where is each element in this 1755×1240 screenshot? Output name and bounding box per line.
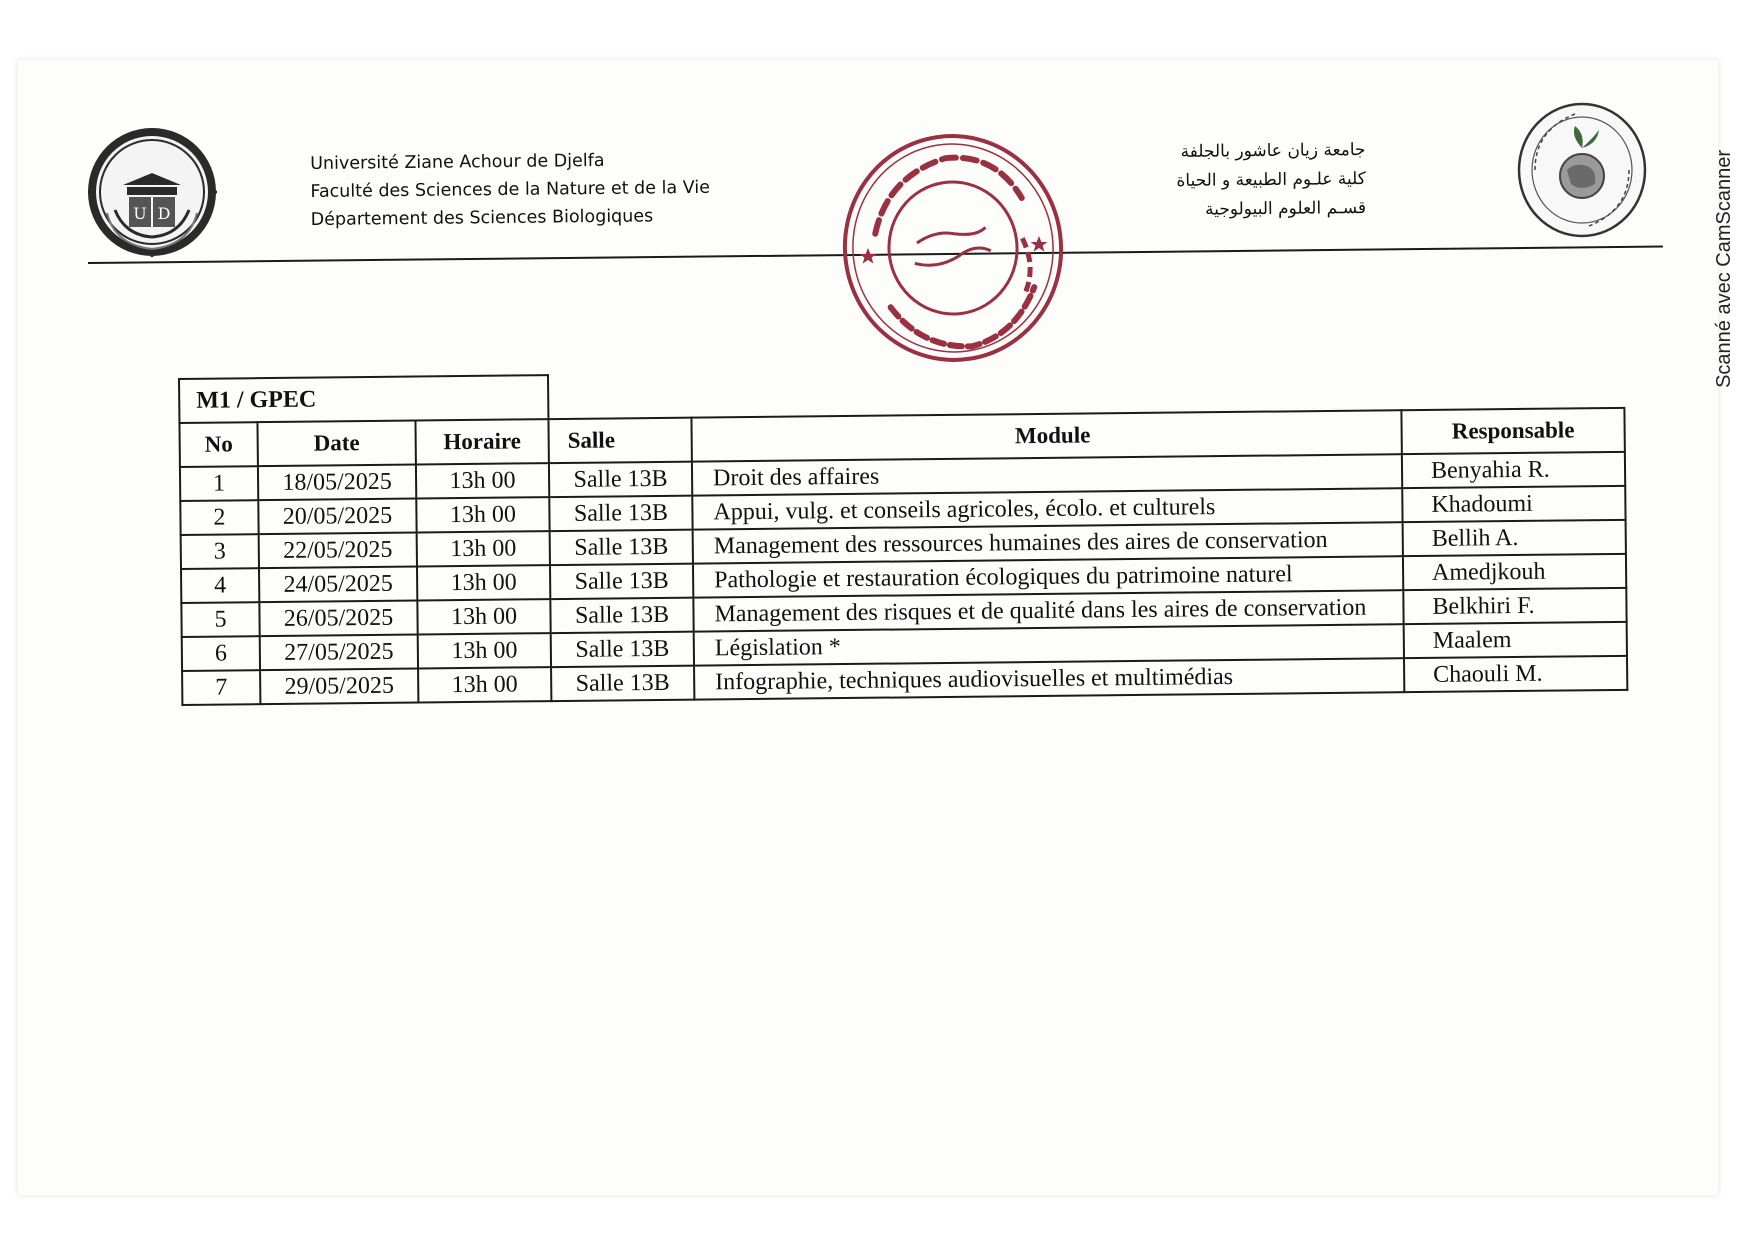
faculty-name: Faculté des Sciences de la Nature et de la Vie (310, 177, 711, 202)
cell-horaire: 13h 00 (416, 497, 549, 532)
university-logo (85, 125, 220, 260)
cell-no: 5 (181, 602, 259, 637)
schedule-table (178, 363, 1628, 706)
cell-responsable: Maalem (1404, 622, 1627, 658)
header-french (310, 146, 710, 234)
col-header-responsable: Responsable (1401, 408, 1624, 454)
cell-responsable: Belkhiri F. (1403, 588, 1626, 624)
university-name-ar: جامعة زيان عاشور بالجلفة (1180, 139, 1366, 162)
cell-module: Infographie, techniques audiovisuelles et multimédias (694, 658, 1404, 699)
cell-module: Pathologie et restauration écologiques du patrimoine naturel (693, 556, 1403, 597)
header-arabic (1176, 136, 1366, 225)
cell-no: 6 (182, 636, 260, 671)
svg-text:U: U (133, 204, 147, 223)
scanner-watermark: Scanné avec CamScanner (1713, 150, 1735, 388)
cell-date: 22/05/2025 (259, 533, 417, 569)
cell-module: Législation * (694, 624, 1404, 665)
cell-no: 3 (181, 534, 259, 569)
cell-salle: Salle 13B (550, 598, 693, 633)
cell-date: 27/05/2025 (260, 635, 418, 671)
cell-horaire: 13h 00 (417, 531, 550, 566)
cell-horaire: 13h 00 (418, 633, 551, 668)
cell-no: 4 (181, 568, 259, 603)
cell-date: 29/05/2025 (260, 669, 418, 705)
class-title: M1 / GPEC (179, 375, 548, 423)
cell-module: Appui, vulg. et conseils agricoles, écolo. et culturels (692, 488, 1402, 529)
svg-text:D: D (157, 204, 171, 223)
cell-responsable: Benyahia R. (1402, 452, 1625, 488)
cell-date: 20/05/2025 (258, 499, 416, 535)
cell-horaire: 13h 00 (417, 565, 550, 600)
official-stamp (838, 128, 1068, 368)
department-name: Département des Sciences Biologiques (310, 206, 654, 230)
cell-responsable: Bellih A. (1403, 520, 1626, 556)
col-header-module: Module (691, 410, 1401, 461)
cell-module: Droit des affaires (692, 454, 1402, 495)
cell-horaire: 13h 00 (416, 463, 549, 498)
col-header-no: No (179, 422, 257, 467)
col-header-horaire: Horaire (415, 419, 548, 464)
cell-horaire: 13h 00 (418, 667, 551, 702)
col-header-date: Date (257, 421, 415, 467)
cell-date: 26/05/2025 (259, 601, 417, 637)
cell-module: Management des risques et de qualité dans les aires de conservation (693, 590, 1403, 631)
faculty-logo (1515, 100, 1650, 240)
cell-horaire: 13h 00 (417, 599, 550, 634)
cell-salle: Salle 13B (549, 496, 692, 531)
cell-responsable: Khadoumi (1402, 486, 1625, 522)
cell-no: 2 (180, 500, 258, 535)
cell-salle: Salle 13B (549, 462, 692, 497)
cell-date: 18/05/2025 (258, 465, 416, 501)
cell-no: 1 (180, 466, 258, 501)
department-name-ar: قسـم العلوم البيولوجية (1204, 197, 1366, 220)
cell-salle: Salle 13B (550, 530, 693, 565)
cell-responsable: Amedjkouh (1403, 554, 1626, 590)
cell-no: 7 (182, 670, 260, 705)
cell-salle: Salle 13B (551, 666, 694, 701)
faculty-name-ar: كلية علـوم الطبيعة و الحياة (1175, 168, 1366, 191)
col-header-salle: Salle (548, 418, 691, 463)
exam-schedule (178, 363, 1628, 706)
cell-salle: Salle 13B (551, 632, 694, 667)
cell-module: Management des ressources humaines des aires de conservation (693, 522, 1403, 563)
cell-date: 24/05/2025 (259, 567, 417, 603)
cell-salle: Salle 13B (550, 564, 693, 599)
university-name: Université Ziane Achour de Djelfa (310, 150, 605, 174)
cell-responsable: Chaouli M. (1404, 656, 1627, 692)
